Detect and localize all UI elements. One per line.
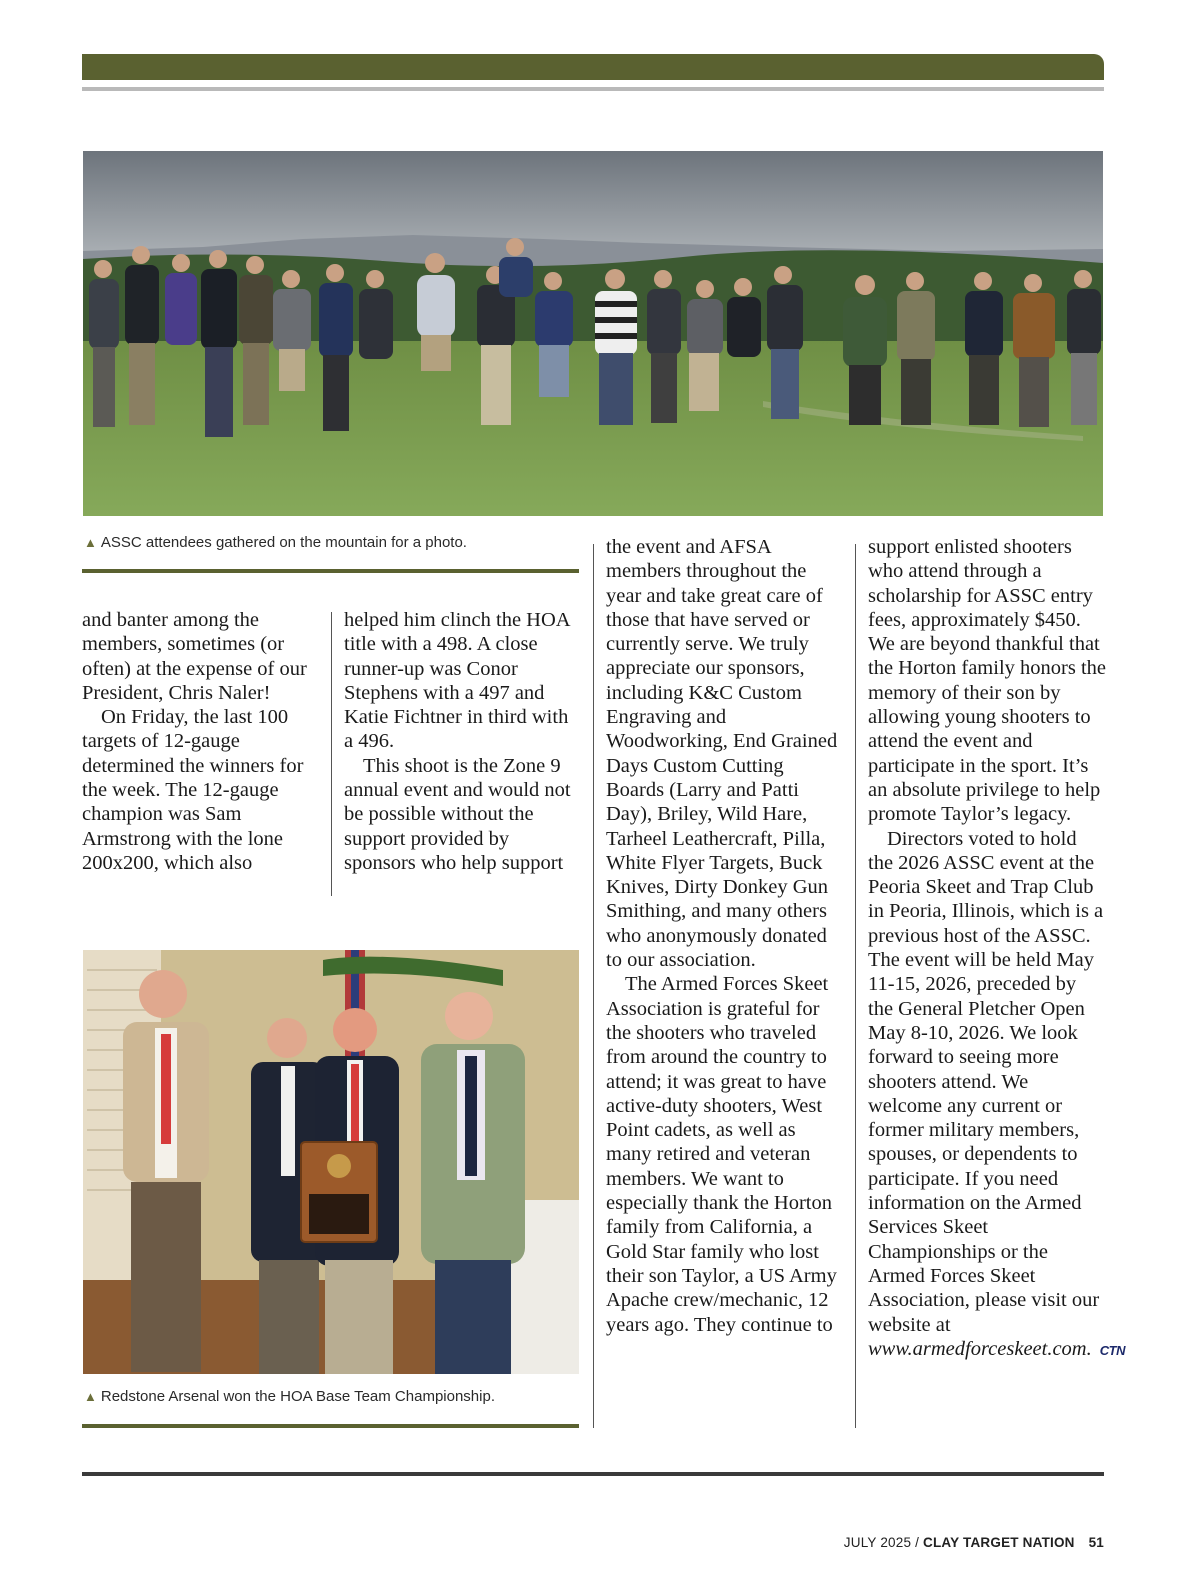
- col4-paragraph-2: [868, 827, 1125, 1364]
- column-divider: [855, 544, 856, 1428]
- group-photo-caption: [84, 534, 467, 552]
- col2-paragraph-1: helped him clinch the HOA title with a 498. A close runner-up was Conor Stephens with a 497 and Katie Fichtner in third with a 496.: [344, 609, 570, 753]
- group-photo: [83, 151, 1103, 516]
- caption-rule-top: [82, 569, 579, 573]
- col4-paragraph-2-text: Directors voted to hold the 2026 ASSC event at the Peoria Skeet and Trap Club in Peoria, Illinois, which is a previous host of the ASSC. The event will be held May 11-15, 2026, preceded by the General Pletcher Open May 8-10, 2026. We look forward to seeing more shooters attend. We welcome any current or former military members, spouses, or dependents to participate. If you need information on the Armed Services Skeet Championships or the Armed Forces Skeet Association, please visit our website at: [868, 827, 1104, 1336]
- footer-rule: [82, 1472, 1104, 1476]
- award-photo-caption: [84, 1388, 495, 1406]
- ctn-logo: CTN: [1099, 1342, 1125, 1358]
- article-column-4: [868, 535, 1125, 1363]
- footer-date: JULY 2025 /: [843, 1535, 920, 1550]
- column-divider: [331, 612, 332, 896]
- caption-triangle-icon: ▲: [84, 1389, 97, 1404]
- website-link[interactable]: www.armedforceskeet.com.: [868, 1337, 1092, 1360]
- award-photo: [83, 950, 579, 1374]
- page-number: 51: [1088, 1535, 1104, 1550]
- page-footer: [844, 1535, 1104, 1550]
- column-divider: [593, 544, 594, 1428]
- article-column-1: [82, 608, 320, 875]
- caption-rule-bottom: [82, 1424, 579, 1428]
- col3-paragraph-1: the event and AFSA members throughout the year and take great care of those that have served or currently serve. We truly appreciate our sponsors, including K&C Custom Engraving and Woodworking, End Grained Days Custom Cutting Boards (Larry and Patti Day), Briley, Wild Hare, Tarheel Leathercraft, Pilla, White Flyer Targets, Buck Knives, Dirty Donkey Gun Smithing, and many others who anonymously donated to our association.: [606, 536, 838, 972]
- col4-paragraph-1: support enlisted shooters who attend through a scholarship for ASSC entry fees, approximately $450. We are beyond thankful that the Horton family honors the memory of their son by allowing young shooters to attend the event and participate in the sport. It’s an absolute privilege to help promote Taylor’s legacy.: [868, 536, 1106, 826]
- caption-triangle-icon: ▲: [84, 535, 97, 550]
- article-column-3: [606, 535, 842, 1337]
- col1-paragraph-1: and banter among the members, sometimes (or often) at the expense of our President, Chris Naler!: [82, 609, 307, 704]
- footer-magazine-name: CLAY TARGET NATION: [923, 1535, 1075, 1550]
- col1-paragraph-2: On Friday, the last 100 targets of 12-gauge determined the winners for the week. The 12-gauge champion was Sam Armstrong with the lone 200x200, which also: [82, 706, 304, 874]
- article-column-2: [344, 608, 580, 875]
- col3-paragraph-2: The Armed Forces Skeet Association is grateful for the shooters who traveled from around the country to attend; it was great to have active-duty shooters, West Point cadets, as well as many retired and veteran members. We want to especially thank the Horton family from California, a Gold Star family who lost their son Taylor, a US Army Apache crew/mechanic, 12 years ago. They continue to: [606, 973, 837, 1336]
- award-photo-caption-text: Redstone Arsenal won the HOA Base Team Championship.: [100, 1388, 495, 1405]
- header-bar: [82, 54, 1104, 80]
- group-photo-caption-text: ASSC attendees gathered on the mountain for a photo.: [100, 534, 467, 551]
- header-rule: [82, 87, 1104, 91]
- col2-paragraph-2: This shoot is the Zone 9 annual event and would not be possible without the support provided by sponsors who help support: [344, 754, 571, 874]
